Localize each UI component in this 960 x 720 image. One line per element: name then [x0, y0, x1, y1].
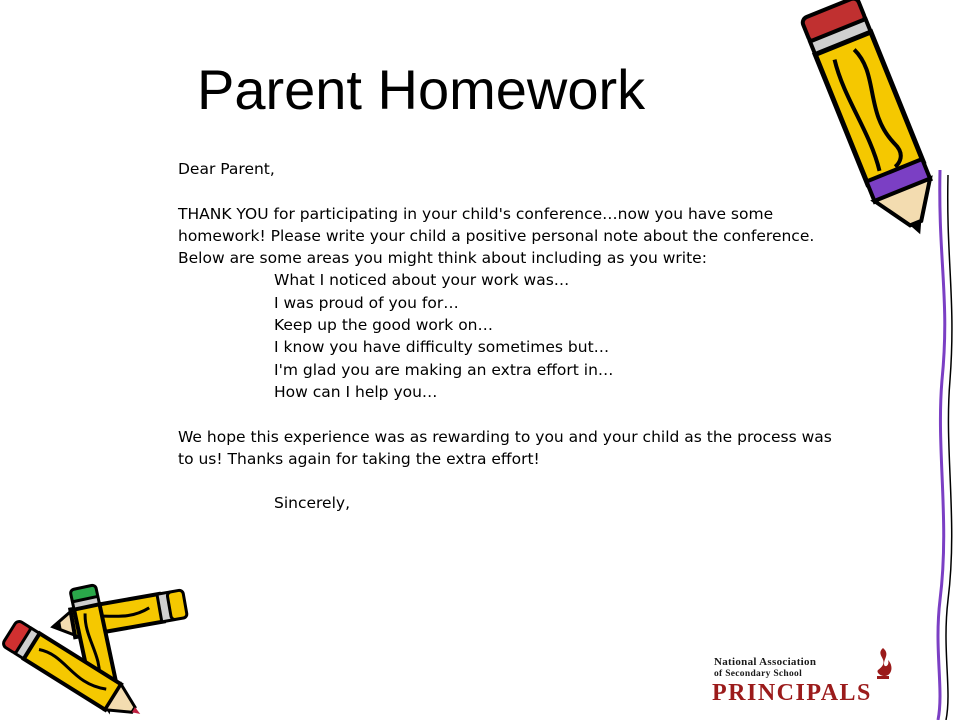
letter-closing: We hope this experience was as rewarding to you and your child as the process was to us! Thanks again for taking the extra effort!	[178, 427, 832, 468]
page-title: Parent Homework	[197, 58, 646, 121]
letter-intro: THANK YOU for participating in your child's conference…now you have some homework! Please write your child a positive personal note about the conference. Below are some areas you might think about including as you write:	[178, 204, 815, 268]
letter-greeting: Dear Parent,	[178, 160, 275, 178]
prompt-item: I know you have difficulty sometimes but…	[274, 338, 610, 357]
spacer	[178, 403, 838, 425]
letter-signoff: Sincerely,	[274, 494, 351, 513]
prompt-item: I'm glad you are making an extra effort in…	[274, 360, 614, 379]
prompt-item: Keep up the good work on…	[274, 316, 493, 335]
pencils-group-icon	[0, 575, 200, 720]
flame-icon	[870, 646, 896, 680]
prompt-item: I was proud of you for…	[274, 293, 459, 312]
nassp-logo	[712, 646, 902, 706]
letter-body	[178, 158, 838, 515]
prompt-item: How can I help you…	[274, 382, 438, 401]
prompt-item: What I noticed about your work was…	[274, 271, 570, 290]
logo-wordmark: PRINCIPALS	[712, 680, 872, 706]
logo-line-1: National Association	[714, 656, 817, 668]
pencil-icon	[800, 0, 960, 720]
prompt-list	[178, 269, 838, 403]
logo-line-2: of Secondary School	[714, 669, 803, 679]
spacer	[178, 180, 838, 202]
spacer	[178, 470, 838, 492]
